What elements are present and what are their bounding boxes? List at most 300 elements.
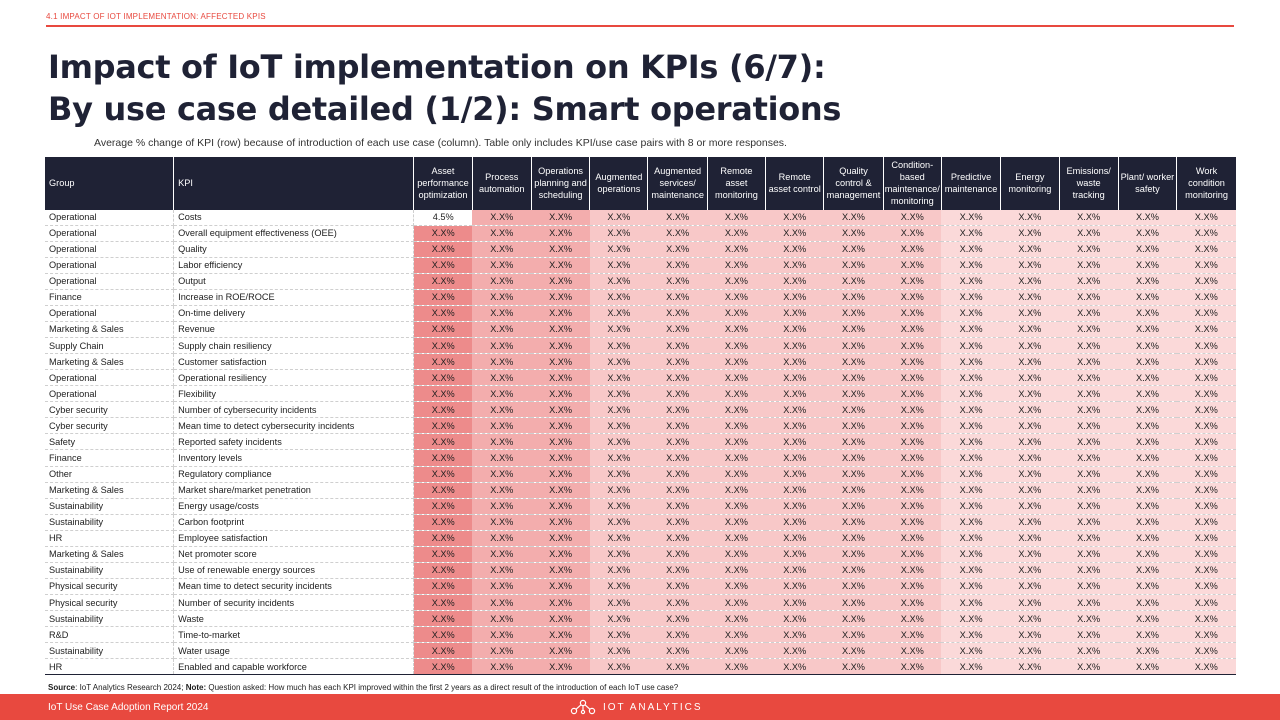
value-cell: X.X% [531,562,589,578]
kpi-cell: Waste [174,611,414,627]
kpi-cell: Use of renewable energy sources [174,562,414,578]
group-cell: Physical security [45,595,174,611]
value-cell: X.X% [472,434,531,450]
value-cell: X.X% [414,466,472,482]
use-case-column-header: Energy monitoring [1001,157,1059,209]
value-cell: X.X% [531,611,589,627]
value-cell: 4.5% [414,209,472,225]
value-cell: X.X% [472,450,531,466]
table-row [45,370,1236,386]
group-cell: Cyber security [45,418,174,434]
value-cell: X.X% [941,209,1000,225]
group-cell: Operational [45,370,174,386]
value-cell: X.X% [1059,354,1118,370]
value-cell: X.X% [648,225,707,241]
kpi-cell: Water usage [174,643,414,659]
table-row [45,305,1236,321]
value-cell: X.X% [1177,595,1236,611]
value-cell: X.X% [883,530,941,546]
value-cell: X.X% [414,321,472,337]
value-cell: X.X% [824,546,883,562]
value-cell: X.X% [1177,546,1236,562]
value-cell: X.X% [1059,627,1118,643]
value-cell: X.X% [1118,611,1176,627]
value-cell: X.X% [414,418,472,434]
table-row [45,643,1236,659]
use-case-column-header: Work condition monitoring [1177,157,1236,209]
value-cell: X.X% [531,386,589,402]
value-cell: X.X% [531,354,589,370]
value-cell: X.X% [1118,514,1176,530]
value-cell: X.X% [766,418,824,434]
kpi-cell: Mean time to detect cybersecurity incidents [174,418,414,434]
source-label: Source [48,683,76,692]
kpi-cell: Supply chain resiliency [174,338,414,354]
value-cell: X.X% [531,241,589,257]
kpi-cell: Increase in ROE/ROCE [174,289,414,305]
kpi-cell: Number of cybersecurity incidents [174,402,414,418]
value-cell: X.X% [824,514,883,530]
value-cell: X.X% [414,643,472,659]
kpi-cell: Carbon footprint [174,514,414,530]
value-cell: X.X% [824,498,883,514]
value-cell: X.X% [1001,402,1059,418]
value-cell: X.X% [1001,289,1059,305]
value-cell: X.X% [648,241,707,257]
value-cell: X.X% [531,498,589,514]
value-cell: X.X% [648,562,707,578]
value-cell: X.X% [941,289,1000,305]
value-cell: X.X% [1059,305,1118,321]
value-cell: X.X% [1059,562,1118,578]
value-cell: X.X% [590,466,648,482]
value-cell: X.X% [648,209,707,225]
value-cell: X.X% [590,498,648,514]
value-cell: X.X% [883,578,941,594]
use-case-column-header: Asset performance optimization [414,157,472,209]
value-cell: X.X% [941,659,1000,675]
value-cell: X.X% [707,225,765,241]
value-cell: X.X% [472,466,531,482]
source-note [48,683,678,692]
value-cell: X.X% [590,289,648,305]
value-cell: X.X% [1177,305,1236,321]
value-cell: X.X% [1177,434,1236,450]
value-cell: X.X% [707,514,765,530]
value-cell: X.X% [1059,530,1118,546]
top-rule [46,25,1234,27]
value-cell: X.X% [1059,546,1118,562]
value-cell: X.X% [707,627,765,643]
value-cell: X.X% [766,289,824,305]
value-cell: X.X% [531,514,589,530]
value-cell: X.X% [414,546,472,562]
value-cell: X.X% [531,289,589,305]
value-cell: X.X% [707,241,765,257]
value-cell: X.X% [707,434,765,450]
value-cell: X.X% [1118,241,1176,257]
value-cell: X.X% [1177,257,1236,273]
value-cell: X.X% [531,338,589,354]
value-cell: X.X% [590,450,648,466]
value-cell: X.X% [824,611,883,627]
value-cell: X.X% [941,595,1000,611]
note-label: Note: [185,683,207,692]
value-cell: X.X% [766,546,824,562]
value-cell: X.X% [648,305,707,321]
value-cell: X.X% [707,370,765,386]
value-cell: X.X% [766,241,824,257]
group-cell: Marketing & Sales [45,546,174,562]
value-cell: X.X% [1177,338,1236,354]
value-cell: X.X% [707,386,765,402]
value-cell: X.X% [1177,289,1236,305]
value-cell: X.X% [1059,643,1118,659]
value-cell: X.X% [590,321,648,337]
value-cell: X.X% [941,562,1000,578]
value-cell: X.X% [883,289,941,305]
value-cell: X.X% [1059,257,1118,273]
value-cell: X.X% [1177,209,1236,225]
value-cell: X.X% [824,289,883,305]
use-case-column-header: Augmented services/ maintenance [648,157,707,209]
value-cell: X.X% [824,305,883,321]
value-cell: X.X% [824,482,883,498]
value-cell: X.X% [648,257,707,273]
value-cell: X.X% [1059,450,1118,466]
kpi-cell: Enabled and capable workforce [174,659,414,675]
value-cell: X.X% [1059,418,1118,434]
group-cell: Finance [45,450,174,466]
value-cell: X.X% [1001,305,1059,321]
value-cell: X.X% [1177,530,1236,546]
value-cell: X.X% [824,257,883,273]
value-cell: X.X% [472,627,531,643]
value-cell: X.X% [766,514,824,530]
value-cell: X.X% [1118,225,1176,241]
value-cell: X.X% [1059,209,1118,225]
value-cell: X.X% [590,578,648,594]
value-cell: X.X% [472,482,531,498]
table-row [45,498,1236,514]
value-cell: X.X% [531,595,589,611]
value-cell: X.X% [1059,402,1118,418]
value-cell: X.X% [824,595,883,611]
kpi-cell: Number of security incidents [174,595,414,611]
value-cell: X.X% [1118,434,1176,450]
value-cell: X.X% [531,466,589,482]
value-cell: X.X% [472,225,531,241]
value-cell: X.X% [883,434,941,450]
table-row [45,530,1236,546]
value-cell: X.X% [707,498,765,514]
value-cell: X.X% [648,514,707,530]
value-cell: X.X% [707,354,765,370]
value-cell: X.X% [707,562,765,578]
value-cell: X.X% [472,659,531,675]
value-cell: X.X% [414,562,472,578]
table-row [45,578,1236,594]
value-cell: X.X% [1001,627,1059,643]
value-cell: X.X% [472,546,531,562]
value-cell: X.X% [1059,321,1118,337]
value-cell: X.X% [1059,595,1118,611]
value-cell: X.X% [472,578,531,594]
use-case-column-header: Remote asset monitoring [707,157,765,209]
value-cell: X.X% [472,595,531,611]
value-cell: X.X% [824,627,883,643]
value-cell: X.X% [1177,321,1236,337]
value-cell: X.X% [1177,466,1236,482]
value-cell: X.X% [1001,530,1059,546]
value-cell: X.X% [1118,418,1176,434]
value-cell: X.X% [1059,498,1118,514]
value-cell: X.X% [1059,434,1118,450]
value-cell: X.X% [590,257,648,273]
value-cell: X.X% [766,595,824,611]
value-cell: X.X% [1177,514,1236,530]
value-cell: X.X% [766,257,824,273]
value-cell: X.X% [472,562,531,578]
kpi-cell: Overall equipment effectiveness (OEE) [174,225,414,241]
kpi-cell: Labor efficiency [174,257,414,273]
value-cell: X.X% [414,530,472,546]
value-cell: X.X% [1001,546,1059,562]
value-cell: X.X% [883,273,941,289]
value-cell: X.X% [941,643,1000,659]
note-text: Question asked: How much has each KPI improved within the first 2 years as a direct result of the introduction of each IoT use case? [206,683,679,692]
value-cell: X.X% [824,370,883,386]
value-cell: X.X% [414,482,472,498]
value-cell: X.X% [766,482,824,498]
value-cell: X.X% [707,595,765,611]
table-row [45,450,1236,466]
kpi-cell: Quality [174,241,414,257]
table-row [45,627,1236,643]
value-cell: X.X% [824,273,883,289]
use-case-column-header: Quality control & management [824,157,883,209]
kpi-cell: Inventory levels [174,450,414,466]
value-cell: X.X% [941,386,1000,402]
value-cell: X.X% [1118,643,1176,659]
value-cell: X.X% [590,611,648,627]
value-cell: X.X% [1177,402,1236,418]
value-cell: X.X% [414,627,472,643]
table-row [45,241,1236,257]
value-cell: X.X% [1001,225,1059,241]
value-cell: X.X% [707,466,765,482]
value-cell: X.X% [1001,595,1059,611]
value-cell: X.X% [1001,562,1059,578]
value-cell: X.X% [472,305,531,321]
value-cell: X.X% [590,595,648,611]
value-cell: X.X% [531,273,589,289]
group-cell: Other [45,466,174,482]
value-cell: X.X% [531,305,589,321]
value-cell: X.X% [941,482,1000,498]
value-cell: X.X% [590,225,648,241]
value-cell: X.X% [590,514,648,530]
table-row [45,562,1236,578]
value-cell: X.X% [883,354,941,370]
use-case-column-header: Remote asset control [766,157,824,209]
value-cell: X.X% [1118,305,1176,321]
value-cell: X.X% [590,402,648,418]
value-cell: X.X% [531,643,589,659]
value-cell: X.X% [824,434,883,450]
value-cell: X.X% [707,482,765,498]
value-cell: X.X% [941,578,1000,594]
value-cell: X.X% [472,273,531,289]
value-cell: X.X% [1118,498,1176,514]
value-cell: X.X% [941,257,1000,273]
value-cell: X.X% [824,643,883,659]
value-cell: X.X% [531,482,589,498]
value-cell: X.X% [766,643,824,659]
value-cell: X.X% [766,370,824,386]
value-cell: X.X% [648,546,707,562]
value-cell: X.X% [883,450,941,466]
value-cell: X.X% [824,659,883,675]
value-cell: X.X% [1118,354,1176,370]
value-cell: X.X% [648,498,707,514]
value-cell: X.X% [472,530,531,546]
value-cell: X.X% [472,418,531,434]
value-cell: X.X% [414,338,472,354]
value-cell: X.X% [472,643,531,659]
table-row [45,273,1236,289]
value-cell: X.X% [1001,659,1059,675]
value-cell: X.X% [1177,627,1236,643]
group-cell: Physical security [45,578,174,594]
value-cell: X.X% [941,530,1000,546]
value-cell: X.X% [766,530,824,546]
value-cell: X.X% [883,225,941,241]
value-cell: X.X% [1177,578,1236,594]
table-row [45,338,1236,354]
value-cell: X.X% [1059,466,1118,482]
value-cell: X.X% [472,257,531,273]
group-cell: Operational [45,257,174,273]
value-cell: X.X% [824,241,883,257]
kpi-cell: Customer satisfaction [174,354,414,370]
group-cell: Finance [45,289,174,305]
value-cell: X.X% [414,289,472,305]
value-cell: X.X% [1001,370,1059,386]
value-cell: X.X% [883,466,941,482]
value-cell: X.X% [1001,241,1059,257]
value-cell: X.X% [707,546,765,562]
value-cell: X.X% [941,241,1000,257]
value-cell: X.X% [1001,482,1059,498]
kpi-cell: Regulatory compliance [174,466,414,482]
value-cell: X.X% [1001,466,1059,482]
value-cell: X.X% [824,354,883,370]
value-cell: X.X% [707,305,765,321]
table-row [45,418,1236,434]
value-cell: X.X% [1118,289,1176,305]
value-cell: X.X% [1001,386,1059,402]
value-cell: X.X% [1118,370,1176,386]
value-cell: X.X% [707,578,765,594]
value-cell: X.X% [883,514,941,530]
value-cell: X.X% [1177,611,1236,627]
value-cell: X.X% [531,627,589,643]
value-cell: X.X% [766,627,824,643]
value-cell: X.X% [590,354,648,370]
kpi-cell: Flexibility [174,386,414,402]
value-cell: X.X% [414,514,472,530]
value-cell: X.X% [941,514,1000,530]
value-cell: X.X% [531,434,589,450]
value-cell: X.X% [1118,627,1176,643]
value-cell: X.X% [648,611,707,627]
value-cell: X.X% [414,305,472,321]
use-case-column-header: Operations planning and scheduling [531,157,589,209]
group-cell: HR [45,530,174,546]
value-cell: X.X% [1177,225,1236,241]
value-cell: X.X% [883,257,941,273]
value-cell: X.X% [941,466,1000,482]
value-cell: X.X% [1059,482,1118,498]
value-cell: X.X% [766,273,824,289]
group-cell: HR [45,659,174,675]
value-cell: X.X% [941,354,1000,370]
table-row [45,595,1236,611]
value-cell: X.X% [766,466,824,482]
value-cell: X.X% [1177,643,1236,659]
value-cell: X.X% [766,386,824,402]
value-cell: X.X% [472,289,531,305]
value-cell: X.X% [941,402,1000,418]
value-cell: X.X% [472,370,531,386]
value-cell: X.X% [1177,498,1236,514]
page-title-line-1: Impact of IoT implementation on KPIs (6/7): [48,48,826,86]
value-cell: X.X% [707,418,765,434]
value-cell: X.X% [1059,514,1118,530]
table-row [45,434,1236,450]
value-cell: X.X% [883,643,941,659]
value-cell: X.X% [648,402,707,418]
value-cell: X.X% [766,611,824,627]
value-cell: X.X% [1001,209,1059,225]
value-cell: X.X% [824,530,883,546]
value-cell: X.X% [766,562,824,578]
value-cell: X.X% [1118,273,1176,289]
value-cell: X.X% [414,354,472,370]
group-cell: Sustainability [45,562,174,578]
value-cell: X.X% [707,450,765,466]
table-row [45,289,1236,305]
value-cell: X.X% [1177,241,1236,257]
kpi-column-header: KPI [174,157,414,209]
value-cell: X.X% [707,611,765,627]
value-cell: X.X% [1059,611,1118,627]
value-cell: X.X% [1118,257,1176,273]
kpi-cell: Energy usage/costs [174,498,414,514]
value-cell: X.X% [941,450,1000,466]
use-case-column-header: Plant/ worker safety [1118,157,1176,209]
value-cell: X.X% [1059,273,1118,289]
value-cell: X.X% [1118,450,1176,466]
value-cell: X.X% [414,578,472,594]
group-cell: Sustainability [45,514,174,530]
value-cell: X.X% [766,209,824,225]
value-cell: X.X% [648,273,707,289]
value-cell: X.X% [590,418,648,434]
group-cell: Supply Chain [45,338,174,354]
value-cell: X.X% [707,273,765,289]
